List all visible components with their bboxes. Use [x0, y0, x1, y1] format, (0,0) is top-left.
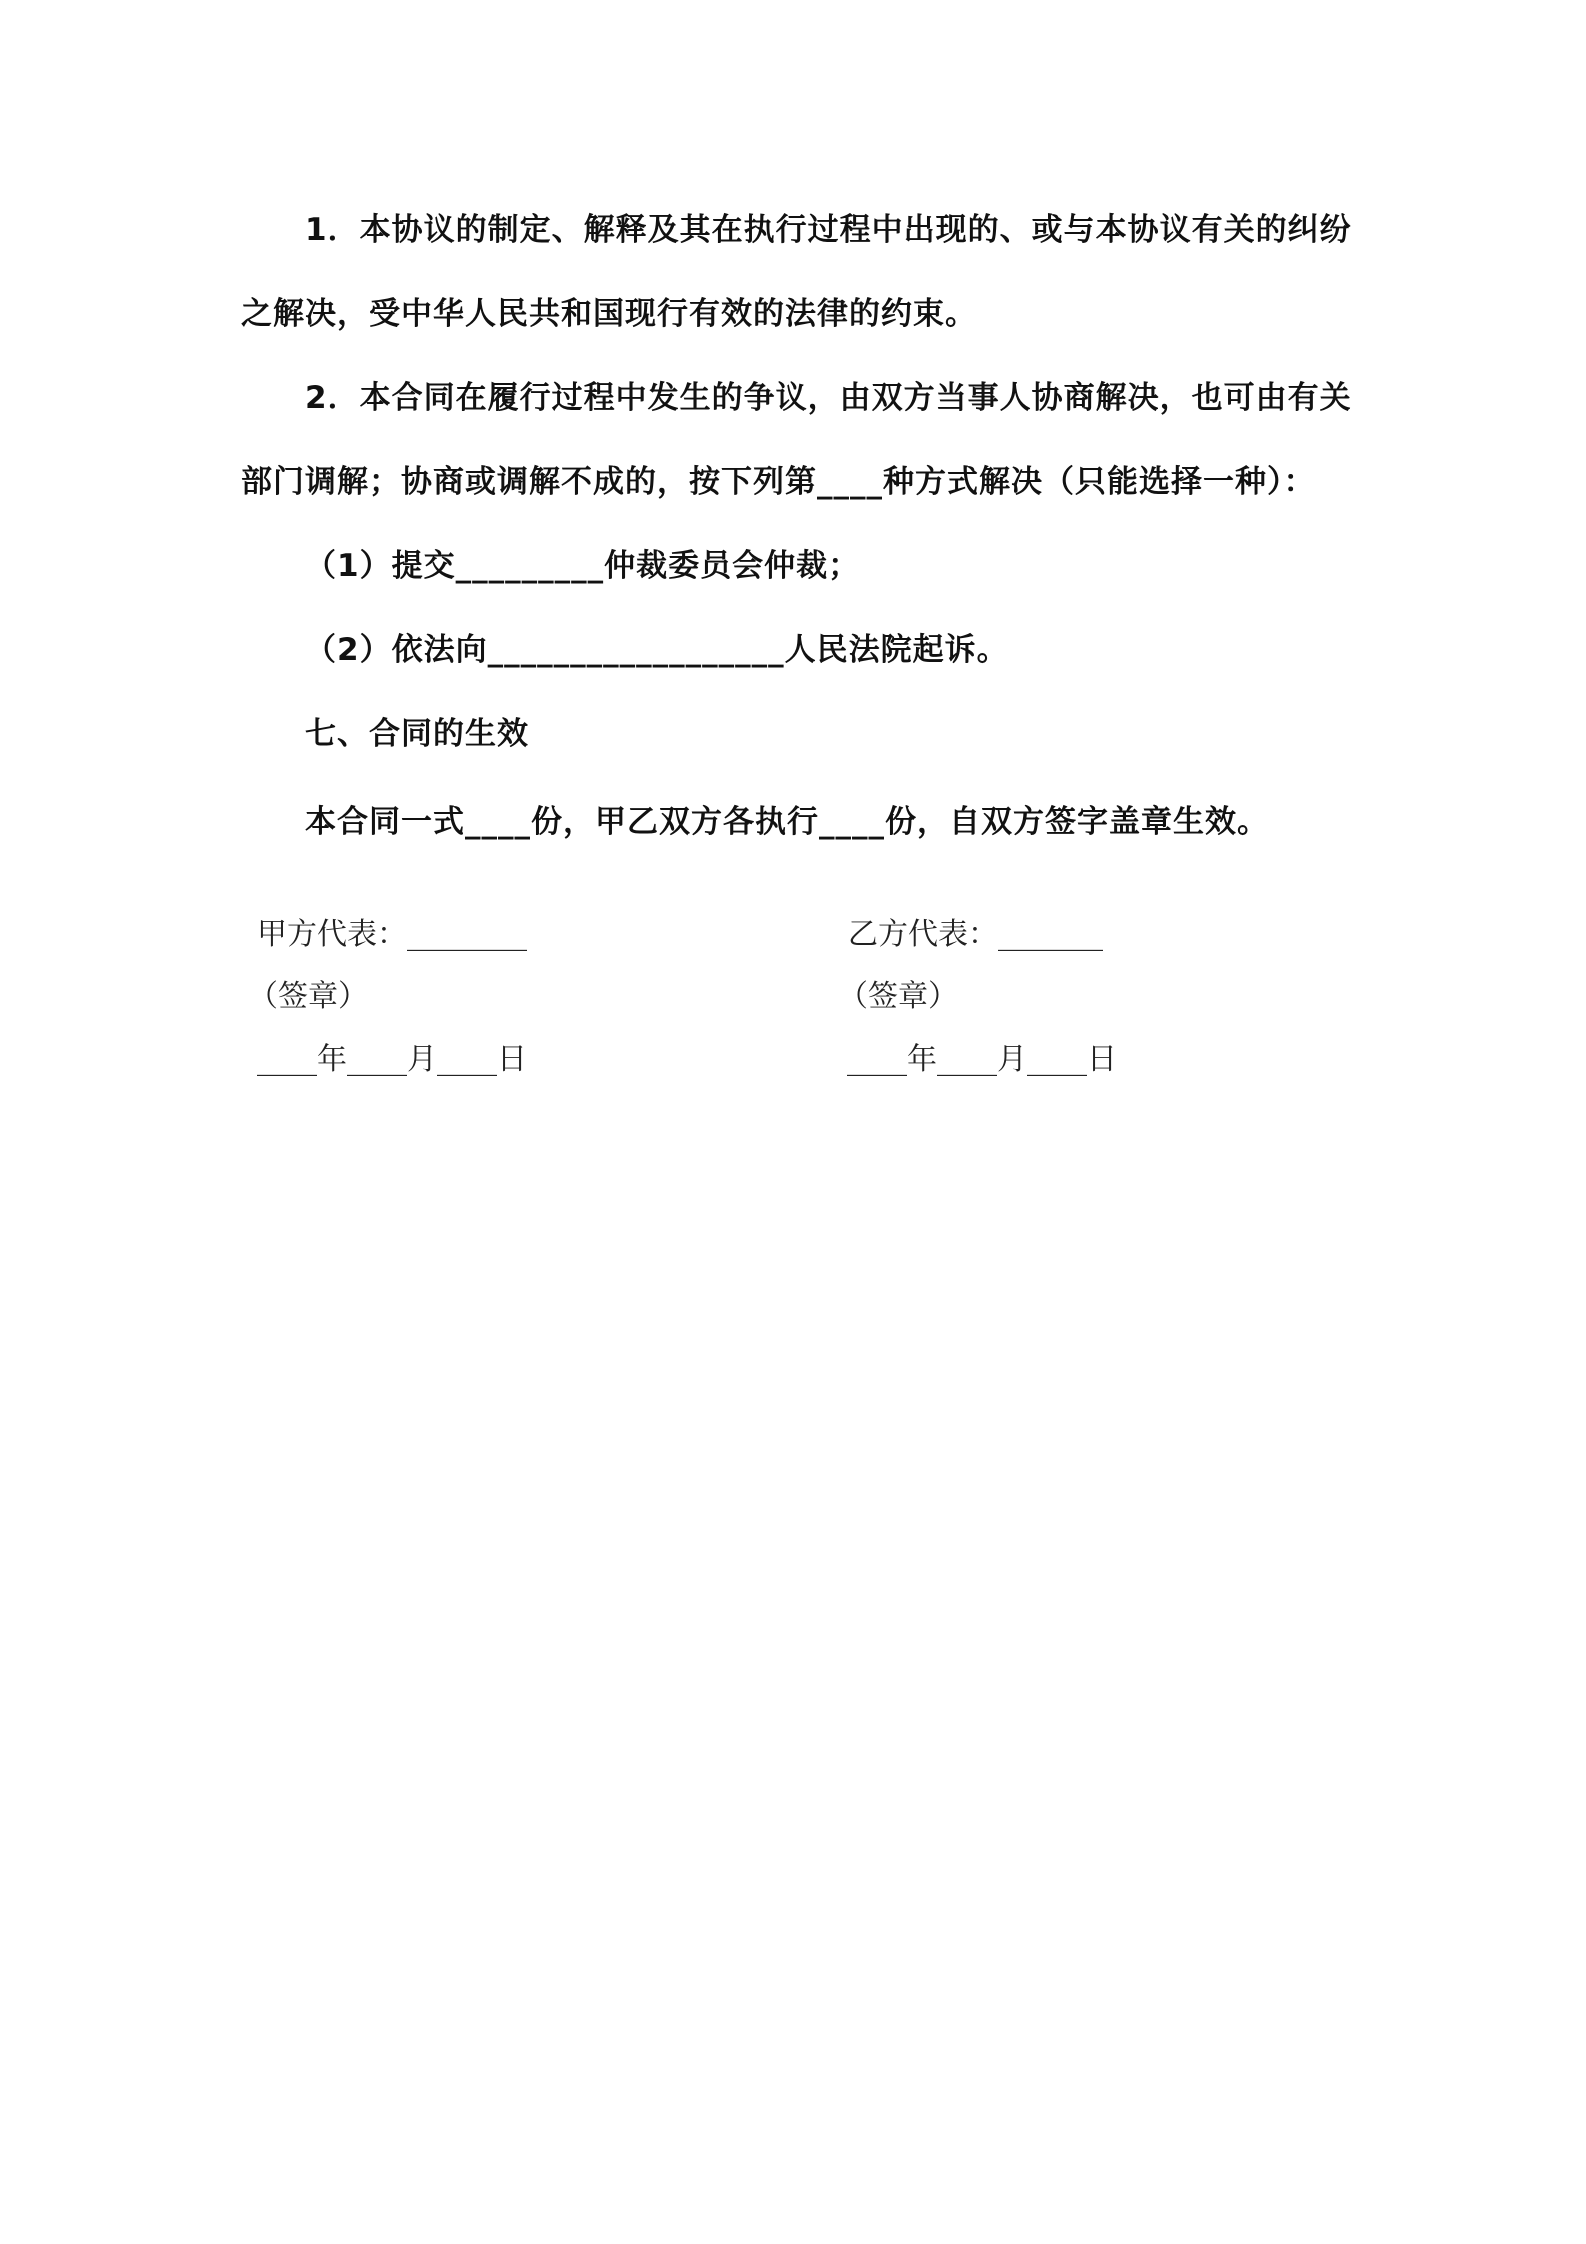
section-7-heading: 七、合同的生效: [305, 716, 529, 752]
dispute-option-1: （1）提交_________仲裁委员会仲裁；: [305, 548, 861, 584]
party-b-date: ____年____月____日: [847, 1042, 1117, 1077]
party-a-seal: （签章）: [248, 979, 368, 1014]
clause-2-line-1: 2．本合同在履行过程中发生的争议，由双方当事人协商解决，也可由有关: [305, 380, 1352, 416]
party-a-date: ____年____月____日: [257, 1042, 527, 1077]
clause-2-line-2: 部门调解；协商或调解不成的，按下列第____种方式解决（只能选择一种）：: [241, 464, 1316, 500]
clause-1-line-1: 1．本协议的制定、解释及其在执行过程中出现的、或与本协议有关的纠纷: [305, 212, 1352, 248]
clause-1-line-2: 之解决，受中华人民共和国现行有效的法律的约束。: [241, 296, 977, 332]
dispute-option-2: （2）依法向__________________人民法院起诉。: [305, 632, 1009, 668]
party-b-seal: （签章）: [838, 979, 958, 1014]
contract-effect-text: 本合同一式____份，甲乙双方各执行____份，自双方签字盖章生效。: [305, 804, 1269, 840]
party-b-representative: 乙方代表：_______: [848, 917, 1103, 952]
party-a-representative: 甲方代表：________: [257, 917, 527, 952]
